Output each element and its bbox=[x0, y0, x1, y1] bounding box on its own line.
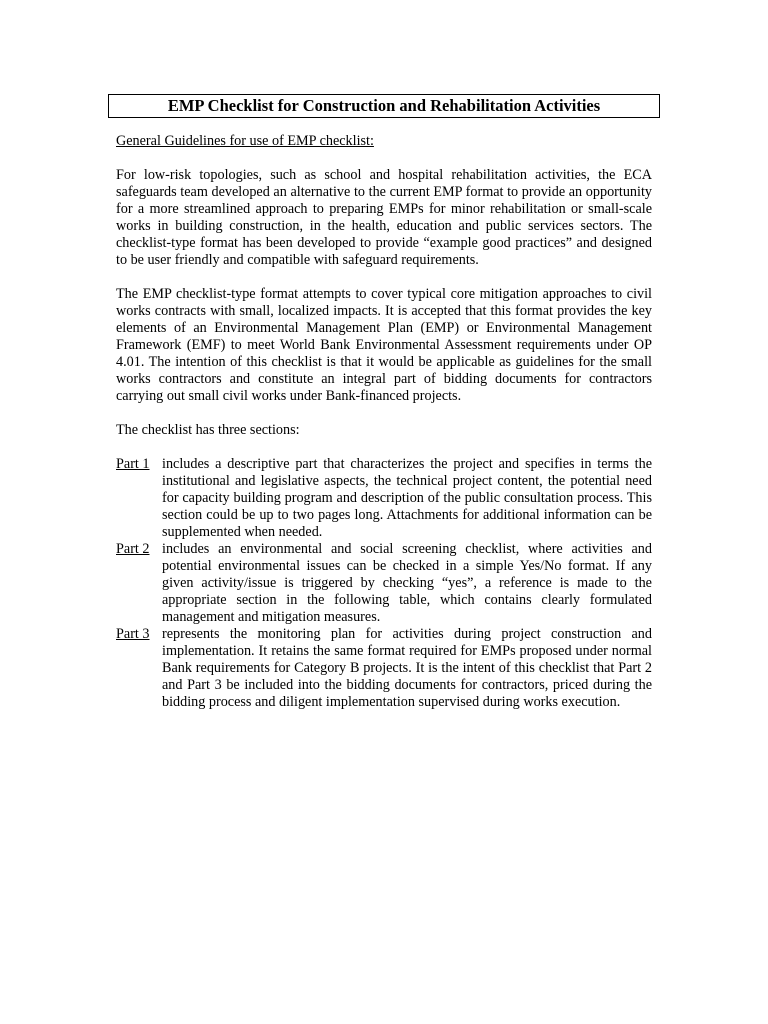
part-label: Part 1 bbox=[116, 456, 150, 472]
part-description: represents the monitoring plan for activities during project construction and implementation. It retains the same format required for EMPs proposed under normal Bank requirements for Category B projects. It is the intent of this checklist that Part 2 and Part 3 be included into the bidding documents for contractors, priced during the bidding process and diligent implementation supervised during works execution. bbox=[162, 626, 652, 710]
part-description: includes a descriptive part that characterizes the project and specifies in terms the institutional and legislative aspects, the technical project content, the potential need for capacity building program and description of the public consultation process. This section could be up to two pages long. Attachments for additional information can be supplemented when needed. bbox=[162, 456, 652, 540]
guidelines-heading: General Guidelines for use of EMP checklist: bbox=[116, 133, 374, 149]
part-label: Part 3 bbox=[116, 626, 150, 642]
part-item bbox=[116, 541, 652, 626]
part-description: includes an environmental and social screening checklist, where activities and potential environmental issues can be checked in a simple Yes/No format. If any given activity/issue is triggered by checking “yes”, a reference is made to the appropriate section in the following table, which contains clearly formulated management and mitigation measures. bbox=[162, 541, 652, 625]
format-paragraph: The EMP checklist-type format attempts to cover typical core mitigation approaches to civil works contracts with small, localized impacts. It is accepted that this format provides the key elements of an Environmental Management Plan (EMP) or Environmental Management Framework (EMF) to meet World Bank Environmental Assessment requirements under OP 4.01. The intention of this checklist is that it would be applicable as guidelines for the small works contractors and constitute an integral part of bidding documents for contractors carrying out small civil works under Bank-financed projects. bbox=[116, 286, 652, 404]
intro-paragraph: For low-risk topologies, such as school and hospital rehabilitation activities, the ECA safeguards team developed an alternative to the current EMP format to provide an opportunity for a more streamlined approach to preparing EMPs for minor rehabilitation or small-scale works in building construction, in the health, education and public services sectors. The checklist-type format has been developed to provide “example good practices” and designed to be user friendly and compatible with safeguard requirements. bbox=[116, 167, 652, 268]
part-item bbox=[116, 626, 652, 711]
document-title: EMP Checklist for Construction and Rehabilitation Activities bbox=[108, 94, 660, 118]
part-label: Part 2 bbox=[116, 541, 150, 557]
parts-list bbox=[116, 456, 652, 711]
document-page bbox=[116, 94, 652, 711]
part-item bbox=[116, 456, 652, 541]
sections-intro: The checklist has three sections: bbox=[116, 422, 300, 438]
